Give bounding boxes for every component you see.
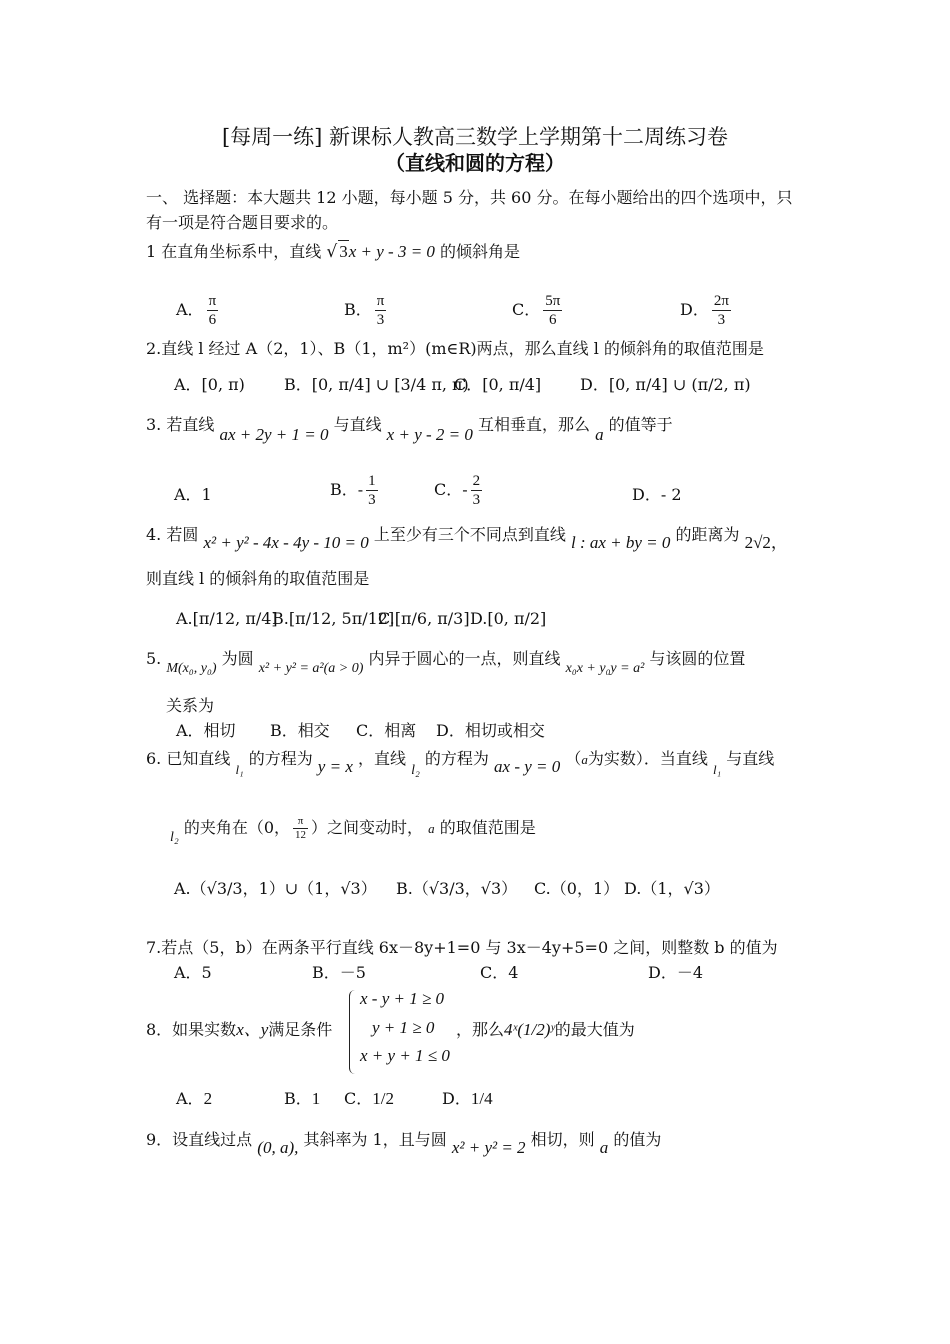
- q2-option-d: D．[0, π/4] ∪ (π/2, π): [580, 375, 751, 394]
- q5-option-a: A．相切: [176, 721, 236, 740]
- q1-option-b: B． $\frac{\pi}{3}$: [344, 293, 385, 328]
- question-6-line2: l₂ 的夹角在（0， $\frac{\pi}{12}$ ）之间变动时， a 的取值范围是: [170, 815, 536, 845]
- question-6-stem: 6. 已知直线 $_{l_1}$ 的方程为 y = x ，直线 l₂ 的方程为 ax - y = 0 （a为实数）．当直线 $_{l_1}$ 与直线: [146, 749, 775, 778]
- q1-equation: x + y - 3 = 0: [348, 242, 435, 261]
- q4-option-a: A.[π/12, π/4]: [176, 609, 278, 628]
- section-intro-line2: 有一项是符合题目要求的。: [146, 213, 339, 232]
- q2-option-a: A．[0, π): [174, 375, 245, 394]
- q8-option-b: B．1: [284, 1089, 321, 1108]
- q1-option-a: A． $\frac{\pi}{6}$: [176, 293, 217, 328]
- question-8-stem: 8．如果实数x、y满足条件: [146, 1020, 333, 1039]
- q1-option-d: D． $\frac{2\pi}{3}$: [680, 293, 729, 328]
- q6-option-a: A.（√3/3，1）∪（1，√3）: [174, 879, 377, 898]
- q2-option-c: C．[0, π/4]: [454, 375, 542, 394]
- question-4-stem: 4. 若圆 x² + y² - 4x - 4y - 10 = 0 上至少有三个不同点到直线 l : ax + by = 0 的距离为 2√2，: [146, 525, 788, 552]
- question-3-stem: 3. 若直线 ax + 2y + 1 = 0 与直线 x + y - 2 = 0 互相垂直，那么 a 的值等于: [146, 415, 673, 444]
- question-4-line2: 则直线 l 的倾斜角的取值范围是: [146, 569, 370, 588]
- question-7-stem: 7.若点（5，b）在两条平行直线 6x－8y+1=0 与 3x－4y+5=0 之间，则整数 b 的值为: [146, 938, 778, 957]
- q1-sqrt3: √ 3: [326, 242, 348, 262]
- question-5-stem: 5. M(x₀, y₀) 为圆 x² + y² = a²(a > 0) 内异于圆心的一点，则直线 x₀x + y₀y = a² 与该圆的位置: [146, 649, 746, 676]
- q8-condition-brace: [349, 990, 358, 1074]
- q8-option-d: D．1/4: [442, 1089, 493, 1108]
- q3-option-a: A．1: [174, 485, 212, 504]
- page-title: [每周一练] 新课标人教高三数学上学期第十二周练习卷: [221, 125, 729, 149]
- page-subtitle: （直线和圆的方程）: [385, 151, 565, 175]
- q8-condition-2: y + 1 ≥ 0: [372, 1018, 435, 1037]
- q4-option-d: D.[0, π/2]: [470, 609, 547, 628]
- q8-condition-1: x - y + 1 ≥ 0: [360, 989, 445, 1008]
- q5-option-b: B．相交: [270, 721, 330, 740]
- q6-option-d: D.（1，√3）: [624, 879, 720, 898]
- q6-option-b: B.（√3/3，√3）: [396, 879, 518, 898]
- q3-option-b: B．- $\frac{1}{3}$: [330, 473, 376, 508]
- q1-tail: 的倾斜角是: [440, 242, 521, 261]
- q1-option-c: C． $\frac{5\pi}{6}$: [512, 293, 561, 328]
- question-9-stem: 9．设直线过点 (0, a), 其斜率为 1，且与圆 x² + y² = 2 相切，则 a 的值为: [146, 1130, 662, 1157]
- question-2-stem: 2.直线 l 经过 A（2，1）、B（1，m²）(m∈R)两点，那么直线 l 的倾斜角的取值范围是: [146, 339, 764, 358]
- question-5-line2: 关系为: [166, 696, 215, 715]
- question-8-tail: ，那么4ˣ(1/2)ʸ的最大值为: [456, 1020, 635, 1039]
- q5-option-c: C．相离: [356, 721, 417, 740]
- section-intro-line1: 一、 选择题：本大题共 12 小题，每小题 5 分，共 60 分。在每小题给出的四个选项中，只: [146, 188, 793, 207]
- q6-option-c: C.（0，1）: [534, 879, 620, 898]
- q8-option-c: C．1/2: [344, 1089, 394, 1108]
- q7-option-d: D．－4: [648, 963, 704, 982]
- q3-option-c: C．- $\frac{2}{3}$: [434, 473, 481, 508]
- q4-option-c: C.[π/6, π/3]: [378, 609, 470, 628]
- q8-option-a: A．2: [176, 1089, 213, 1108]
- q7-option-c: C．4: [480, 963, 519, 982]
- question-1-stem: [146, 240, 520, 263]
- q8-condition-3: x + y + 1 ≤ 0: [360, 1046, 450, 1065]
- q2-option-b: B．[0, π/4] ∪ [3/4 π, π): [284, 375, 469, 394]
- q4-option-b: B.[π/12, 5π/12]: [272, 609, 395, 628]
- q5-option-d: D．相切或相交: [436, 721, 545, 740]
- q1-stem-text: 1 在直角坐标系中，直线: [146, 242, 322, 261]
- q7-option-b: B．－5: [312, 963, 366, 982]
- q3-option-d: D．- 2: [632, 485, 682, 504]
- q7-option-a: A．5: [174, 963, 212, 982]
